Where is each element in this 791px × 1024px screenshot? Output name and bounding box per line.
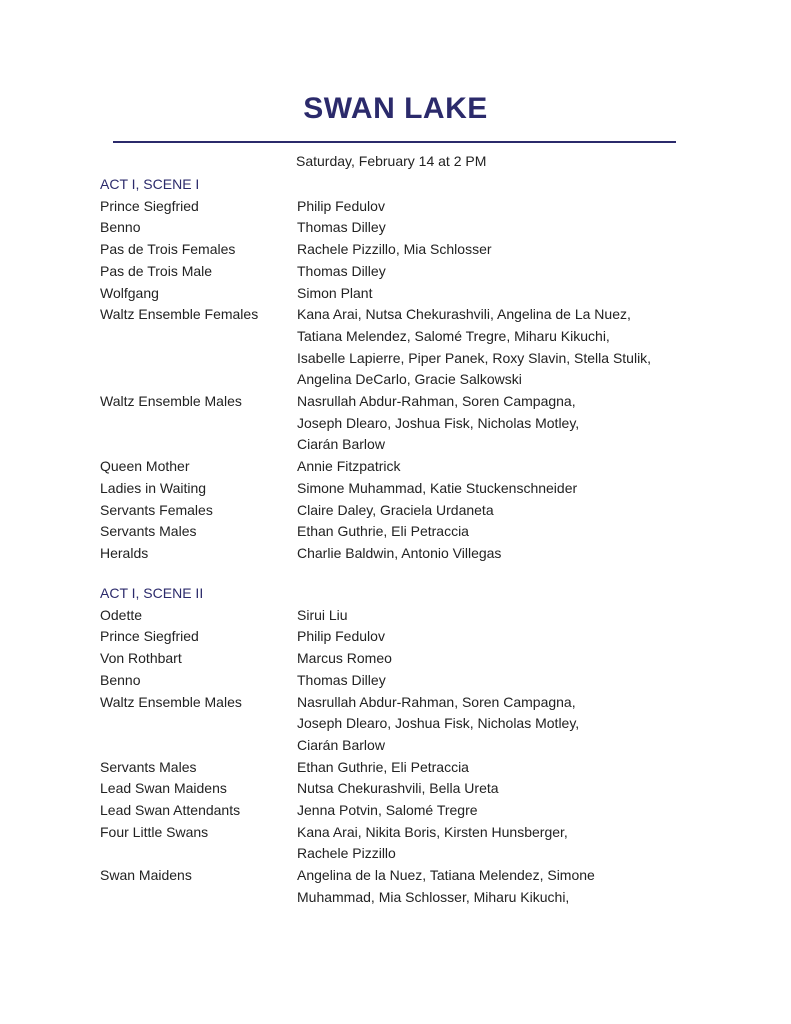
section-act1-scene2 xyxy=(100,583,700,909)
performer-line: Isabelle Lapierre, Piper Panek, Roxy Slavin, Stella Stulik, xyxy=(297,349,652,366)
performer-line: Philip Fedulov xyxy=(297,628,385,645)
performer-line: Marcus Romeo xyxy=(297,650,392,667)
performer-names xyxy=(297,605,657,627)
section-act1-scene1 xyxy=(100,174,700,565)
cast-row xyxy=(100,239,700,261)
performer-names xyxy=(297,778,657,800)
performer-names xyxy=(297,478,657,500)
role-name: Prince Siegfried xyxy=(100,197,199,214)
performer-line: Angelina de la Nuez, Tatiana Melendez, Simone xyxy=(297,867,595,884)
role-name: Four Little Swans xyxy=(100,823,209,840)
title-divider xyxy=(113,141,676,143)
performer-names xyxy=(297,500,657,522)
cast-row xyxy=(100,648,700,670)
role-name: Odette xyxy=(100,606,143,623)
cast-row xyxy=(100,626,700,648)
performer-line: Annie Fitzpatrick xyxy=(297,458,401,475)
cast-row xyxy=(100,500,700,522)
cast-row xyxy=(100,670,700,692)
cast-row xyxy=(100,605,700,627)
performer-names xyxy=(297,217,657,239)
role-name: Heralds xyxy=(100,544,149,561)
performer-line: Ethan Guthrie, Eli Petraccia xyxy=(297,758,469,775)
performer-names xyxy=(297,391,657,456)
performer-line: Jenna Potvin, Salomé Tregre xyxy=(297,802,478,819)
performer-names xyxy=(297,692,657,757)
performer-names xyxy=(297,521,657,543)
performer-names xyxy=(297,543,657,565)
performer-line: Nasrullah Abdur-Rahman, Soren Campagna, xyxy=(297,693,576,710)
performer-names xyxy=(297,304,657,391)
role-name: Lead Swan Maidens xyxy=(100,780,227,797)
cast-row xyxy=(100,391,700,456)
section-heading: ACT I, SCENE II xyxy=(100,585,204,601)
performer-line: Sirui Liu xyxy=(297,606,348,623)
cast-row xyxy=(100,196,700,218)
performer-names xyxy=(297,283,657,305)
performer-line: Nutsa Chekurashvili, Bella Ureta xyxy=(297,780,499,797)
role-name: Pas de Trois Male xyxy=(100,262,213,279)
role-name: Queen Mother xyxy=(100,458,190,475)
performer-line: Philip Fedulov xyxy=(297,197,385,214)
performer-names xyxy=(297,822,657,865)
role-name: Pas de Trois Females xyxy=(100,241,236,258)
cast-row xyxy=(100,822,700,865)
performer-line: Thomas Dilley xyxy=(297,219,386,236)
cast-row xyxy=(100,304,700,391)
role-name: Lead Swan Attendants xyxy=(100,802,241,819)
role-name: Swan Maidens xyxy=(100,867,192,884)
cast-row xyxy=(100,757,700,779)
performer-names xyxy=(297,196,657,218)
performer-names xyxy=(297,239,657,261)
cast-list xyxy=(100,605,700,909)
performer-names xyxy=(297,800,657,822)
cast-row xyxy=(100,865,700,908)
performer-line: Joseph Dlearo, Joshua Fisk, Nicholas Motley, xyxy=(297,414,580,431)
cast-row xyxy=(100,800,700,822)
cast-row xyxy=(100,692,700,757)
role-name: Prince Siegfried xyxy=(100,628,199,645)
cast-row xyxy=(100,261,700,283)
performer-line: Thomas Dilley xyxy=(297,671,386,688)
cast-row xyxy=(100,478,700,500)
performer-line: Rachele Pizzillo xyxy=(297,845,396,862)
role-name: Ladies in Waiting xyxy=(100,479,207,496)
role-name: Servants Males xyxy=(100,758,197,775)
performer-names xyxy=(297,865,657,908)
cast-row xyxy=(100,456,700,478)
cast-list xyxy=(100,196,700,565)
performer-line: Ciarán Barlow xyxy=(297,736,385,753)
cast-row xyxy=(100,283,700,305)
performer-line: Simone Muhammad, Katie Stuckenschneider xyxy=(297,479,578,496)
performer-line: Ethan Guthrie, Eli Petraccia xyxy=(297,523,469,540)
performer-line: Charlie Baldwin, Antonio Villegas xyxy=(297,544,502,561)
role-name: Waltz Ensemble Females xyxy=(100,306,259,323)
section-heading: ACT I, SCENE I xyxy=(100,176,200,192)
performer-line: Claire Daley, Graciela Urdaneta xyxy=(297,501,494,518)
performance-date: Saturday, February 14 at 2 PM xyxy=(296,153,487,169)
role-name: Benno xyxy=(100,671,141,688)
performer-line: Nasrullah Abdur-Rahman, Soren Campagna, xyxy=(297,393,576,410)
performer-names xyxy=(297,456,657,478)
performer-line: Kana Arai, Nikita Boris, Kirsten Hunsberger, xyxy=(297,823,568,840)
role-name: Servants Females xyxy=(100,501,213,518)
role-name: Waltz Ensemble Males xyxy=(100,393,242,410)
performer-names xyxy=(297,648,657,670)
performer-line: Muhammad, Mia Schlosser, Miharu Kikuchi, xyxy=(297,888,570,905)
role-name: Servants Males xyxy=(100,523,197,540)
performer-line: Kana Arai, Nutsa Chekurashvili, Angelina de La Nuez, xyxy=(297,306,631,323)
performer-line: Simon Plant xyxy=(297,284,373,301)
role-name: Von Rothbart xyxy=(100,650,182,667)
performer-line: Ciarán Barlow xyxy=(297,436,385,453)
cast-row xyxy=(100,521,700,543)
performer-line: Tatiana Melendez, Salomé Tregre, Miharu Kikuchi, xyxy=(297,327,610,344)
page-title: SWAN LAKE xyxy=(303,92,488,125)
performer-line: Angelina DeCarlo, Gracie Salkowski xyxy=(297,371,522,388)
performer-names xyxy=(297,757,657,779)
cast-row xyxy=(100,217,700,239)
role-name: Waltz Ensemble Males xyxy=(100,693,242,710)
performer-line: Joseph Dlearo, Joshua Fisk, Nicholas Motley, xyxy=(297,715,580,732)
cast-row xyxy=(100,543,700,565)
performer-names xyxy=(297,626,657,648)
performer-names xyxy=(297,670,657,692)
cast-row xyxy=(100,778,700,800)
performer-names xyxy=(297,261,657,283)
performer-line: Rachele Pizzillo, Mia Schlosser xyxy=(297,241,492,258)
role-name: Benno xyxy=(100,219,141,236)
role-name: Wolfgang xyxy=(100,284,159,301)
performer-line: Thomas Dilley xyxy=(297,262,386,279)
